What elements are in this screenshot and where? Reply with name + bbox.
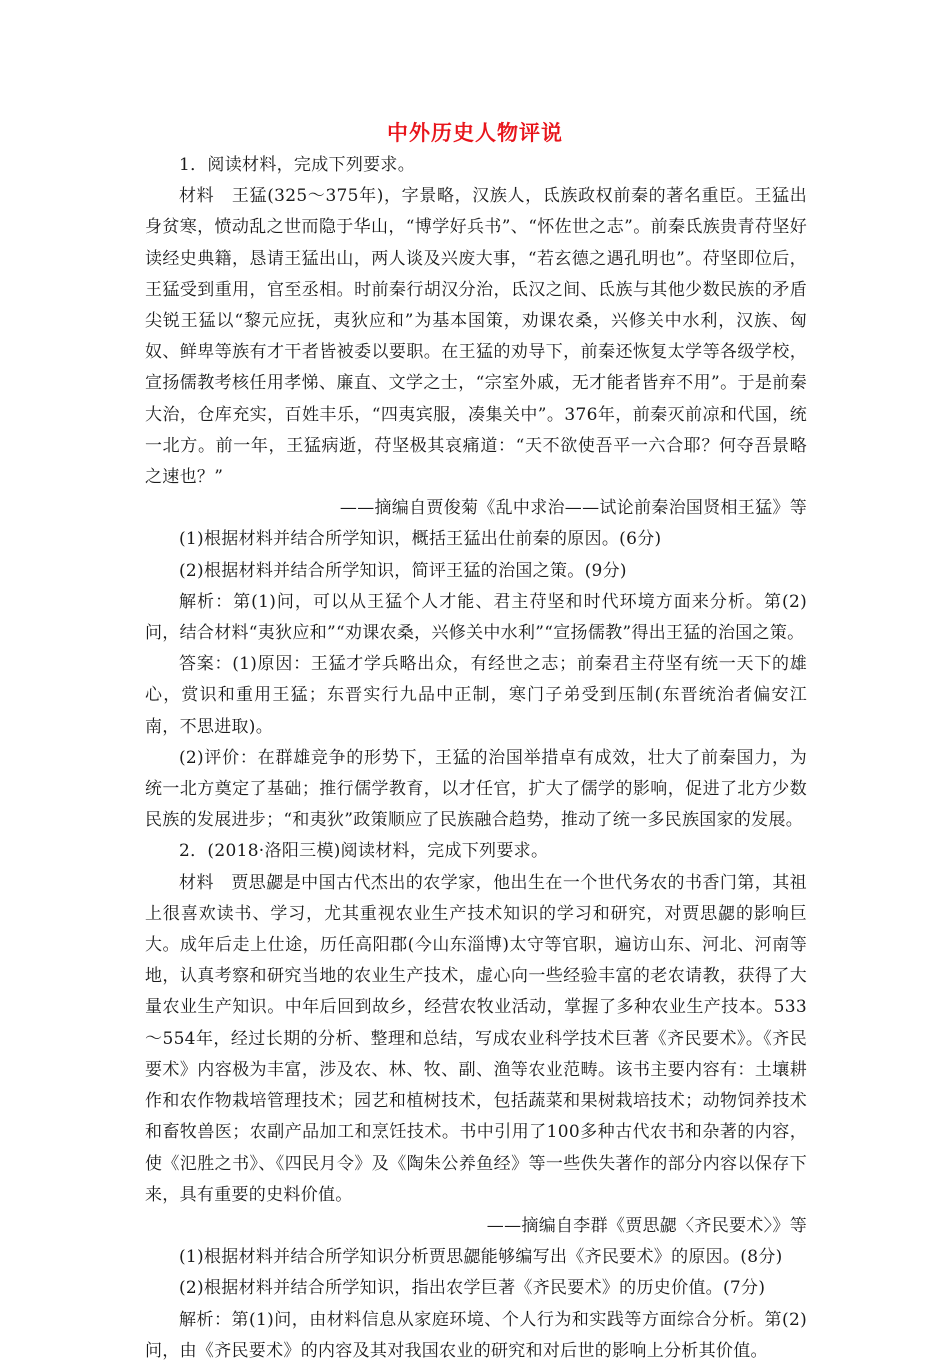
- question-2-prompt: 2．(2018·洛阳三模)阅读材料，完成下列要求。: [179, 841, 549, 862]
- question-2-analysis: 解析：第(1)问，由材料信息从家庭环境、个人行为和实践等方面综合分析。第(2)问，由《齐民要术》的内容及其对我国农业的研究和对后世的影响上分析其价值。: [145, 1309, 807, 1361]
- question-1-sub-2: (2)根据材料并结合所学知识，简评王猛的治国之策。(9分): [179, 560, 627, 581]
- question-2-source: ——摘编自李群《贾思勰〈齐民要术〉》等: [486, 1215, 807, 1236]
- question-1-sub-1: (1)根据材料并结合所学知识，概括王猛出仕前秦的原因。(6分): [179, 529, 662, 550]
- question-1-answer-1: 答案：(1)原因：王猛才学兵略出众，有经世之志；前秦君主苻坚有统一天下的雄心，赏识和重用王猛；东晋实行九品中正制，寒门子弟受到压制(东晋统治者偏安江南，不思进取)。: [145, 654, 807, 737]
- document-body: [145, 150, 807, 1367]
- question-2-sub-1: (1)根据材料并结合所学知识分析贾思勰能够编写出《齐民要术》的原因。(8分): [179, 1247, 783, 1268]
- question-1-source: ——摘编自贾俊菊《乱中求治——试论前秦治国贤相王猛》等: [339, 498, 807, 519]
- question-1-prompt: 1．阅读材料，完成下列要求。: [179, 155, 416, 175]
- question-2-sub-2: (2)根据材料并结合所学知识，指出农学巨著《齐民要术》的历史价值。(7分): [179, 1278, 766, 1299]
- document-title: 中外历史人物评说: [387, 121, 563, 145]
- question-1-answer-2: (2)评价：在群雄竞争的形势下，王猛的治国举措卓有成效，壮大了前秦国力，为统一北方奠定了基础；推行儒学教育，以才任官，扩大了儒学的影响，促进了北方少数民族的发展进步；“和夷狄”政策顺应了民族融合趋势，推动了统一多民族国家的发展。: [145, 747, 807, 831]
- question-1-analysis: 解析：第(1)问，可以从王猛个人才能、君主苻坚和时代环境方面来分析。第(2)问，结合材料“夷狄应和”“劝课农桑，兴修关中水利”“宣扬儒教”得出王猛的治国之策。: [145, 591, 807, 644]
- question-1-material: 材料 王猛(325～375年)，字景略，汉族人，氐族政权前秦的著名重臣。王猛出身贫寒，愤动乱之世而隐于华山，“博学好兵书”、“怀佐世之志”。前秦氐族贵青苻坚好读经史典籍，恳请王猛出山，两人谈及兴废大事，“若玄德之遇孔明也”。苻坚即位后，王猛受到重用，官至丞相。时前秦行胡汉分治，氐汉之间、氐族与其他少数民族的矛盾尖锐王猛以“黎元应抚，夷狄应和”为基本国策，劝课农桑，兴修关中水利，汉族、匈奴、鲜卑等族有才干者皆被委以要职。在王猛的劝导下，前秦还恢复太学等各级学校，宣扬儒教考核任用孝悌、廉直、文学之士，“宗室外戚，无才能者皆弃不用”。于是前秦大治，仓库充实，百姓丰乐，“四夷宾服，凑集关中”。376年，前秦灭前凉和代国，统一北方。前一年，王猛病逝，苻坚极其哀痛道：“天不欲使吾平一六合耶？何夺吾景略之速也？”: [145, 186, 807, 488]
- question-2-material: 材料 贾思勰是中国古代杰出的农学家，他出生在一个世代务农的书香门第，其祖上很喜欢读书、学习，尤其重视农业生产技术知识的学习和研究，对贾思勰的影响巨大。成年后走上仕途，历任高阳郡(今山东淄博)太守等官职，遍访山东、河北、河南等地，认真考察和研究当地的农业生产技术，虚心向一些经验丰富的老农请教，获得了大量农业生产知识。中年后回到故乡，经营农牧业活动，掌握了多种农业生产技本。533～554年，经过长期的分析、整理和总结，写成农业科学技术巨著《齐民要术》。《齐民要术》内容极为丰富，涉及农、林、牧、副、渔等农业范畴。该书主要内容有：土壤耕作和农作物栽培管理技术；园艺和植树技术，包括蔬菜和果树栽培技术；动物饲养技术和畜牧兽医；农副产品加工和烹饪技术。书中引用了100多种古代农书和杂著的内容，使《氾胜之书》、《四民月令》及《陶朱公养鱼经》等一些佚失著作的部分内容以保存下来，具有重要的史料价值。: [145, 872, 807, 1205]
